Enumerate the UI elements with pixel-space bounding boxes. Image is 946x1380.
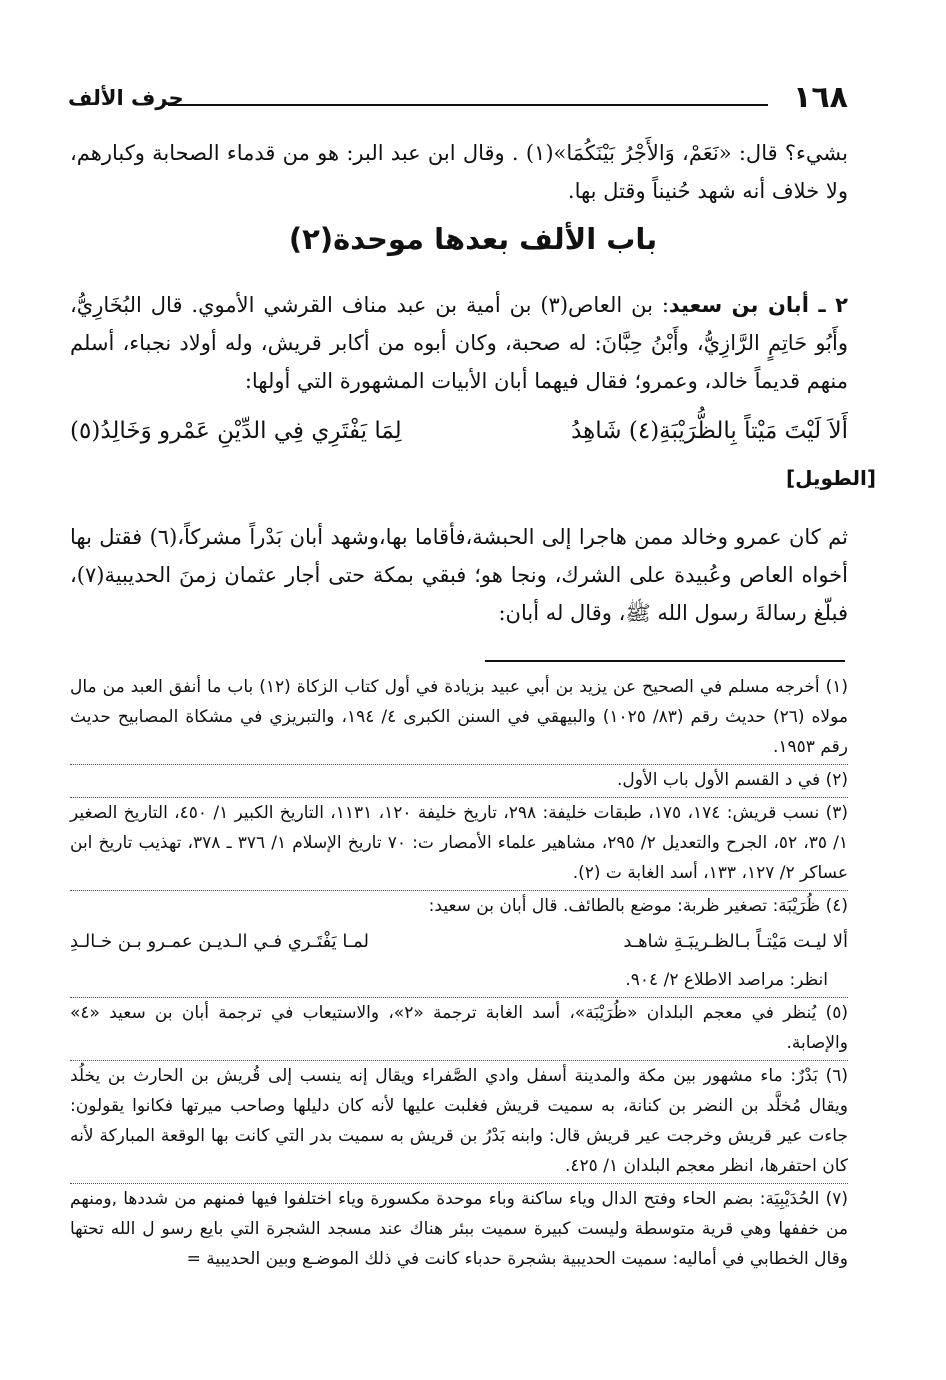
poem-verse — [70, 418, 848, 460]
entry-paragraph — [70, 286, 848, 400]
narrative-paragraph — [70, 518, 848, 632]
footnote-poem — [70, 925, 848, 965]
footnote-rule — [485, 660, 845, 662]
page-header — [68, 78, 848, 118]
footnote-6: (٦) بَدْرٌ: ماء مشهور بين مكة والمدينة أسفل وادي الصَّفراء ويقال إنه ينسب إلى قُريش بن الحارث بن يخلُد ويقال مُخلَّد بن النضر بن كنانة، به سميت قريش فغلبت عليها لأنه كان دليلها وصاحب ميرتها فكانوا يقولون: جاءت عير قريش وخرجت عير قريش قال: وابنه بَدْرُ بن قريش به سميت بدر التي كانت بها الوقعة المباركة لأنه كان احتفرها، انظر معجم البلدان ١/ ٤٢٥. — [70, 1066, 848, 1176]
entry-label: ٢ ـ أبان بن سعيد — [668, 293, 848, 317]
paragraph-text: بشيء؟ قال: «نَعَمْ، وَالأَجْرُ بَيْنَكُمَا»(١) . وقال ابن عبد البر: هو من قدماء الصحابة وكبارهم، ولا خلاف أنه شهد حُنيناً وقتل بها. — [70, 141, 848, 203]
running-head: حرف الألف — [68, 86, 184, 110]
footnote-poem-second: لمـا يَفْتَـري فـي الـديـن عمـرو بـن خـالـدِ — [70, 931, 370, 952]
entry-text — [70, 286, 848, 400]
footnote-2: (٢) في د القسم الأول باب الأول. — [617, 770, 848, 790]
entry-body: : بن العاص(٣) بن أمية بن عبد مناف القرشي الأموي. قال البُخَارِيُّ، وأَبُو حَاتِمٍ الرَّازِيُّ، وأَبْنُ حِبَّانَ: له صحبة، وكان أبوه من أكابر قريش، وله أولاد نجباء، أسلم منهم قديماً خالد، وعمرو؛ فقال فيهما أبان الأبيات المشهورة التي أولها: — [70, 293, 848, 393]
poem-meter: [الطويل] — [785, 466, 876, 490]
footnote-3: (٣) نسب قريش: ١٧٤، ١٧٥، طبقات خليفة: ٢٩٨، تاريخ خليفة ١٢٠، ١١٣١، التاريخ الكبير ١/ ٤٥٠، التاريخ الصغير ١/ ٣٥، ٥٢، الجرح والتعديل ٢/ ٢٩٥، مشاهير علماء الأمصار ت: ٧٠ تاريخ الإسلام ١/ ٣٧٦ ـ ٣٧٨، تهذيب تاريخ ابن عساكر ٢/ ١٢٧، ١٣٣، أسد الغابة ت (٢). — [70, 803, 849, 883]
page-number: ١٦٨ — [793, 80, 848, 115]
footnote-1: (١) أخرجه مسلم في الصحيح عن يزيد بن أبي عبيد بزيادة في أول كتاب الزكاة (١٢) باب ما أنفق العبد من مال مولاه (٢٦) حديث رقم (٨٣/ ١٠٢٥) والبيهقي في السنن الكبرى ٤/ ١٩٤، والتبريزي في مشكاة المصابيح حديث رقم ١٩٥٣. — [70, 677, 849, 757]
chapter-heading: باب الألف بعدها موحدة(٢) — [288, 222, 658, 256]
footnote-poem-first: ألا ليـت مَيْتـاً بـالظـريبَـةِ شاهـد — [623, 931, 848, 952]
poem-second-hemistich: لِمَا يَفْتَرِي فِي الدِّيْنِ عَمْرو وَخَالِدُ(٥) — [70, 418, 402, 444]
paragraph-text: ثم كان عمرو وخالد ممن هاجرا إلى الحبشة،فأقاما بها،وشهد أبان بَدْراً مشركاً،(٦) فقتل بها أخواه العاص وعُبيدة على الشرك، ونجا هو؛ فبقي بمكة حتى أجار عثمان زمنَ الحديبية(٧)، فبلّغ رسالةَ رسول الله ﷺ، وقال له أبان: — [70, 525, 849, 625]
footnote-7: (٧) الحُدَيْبِيَة: بضم الحاء وفتح الدال وياء ساكنة وباء موحدة مكسورة وياء اختلفوا فيها فمنهم من شددها ,ومنهم من خففها وهي قرية متوسطة وليست كبيرة سميت ببئر هناك عند مسجد الشجرة التي بايع رسو ل الله تحتها وقال الخطابي في أماليه: سميت الحديبية بشجرة حدباء كانت في ذلك الموضـع وبين الحديبية = — [70, 1189, 848, 1269]
header-rule — [168, 104, 768, 106]
footnotes — [70, 672, 848, 1274]
footnote-4: (٤) ظُرَيْبَة: تصغير ظربة: موضع بالطائف. قال أبان بن سعيد: — [428, 896, 848, 916]
poem-first-hemistich: أَلاَ لَيْتَ مَيْتاً بِالظُّرَيْبَةِ(٤) شَاهِدُ — [571, 418, 848, 444]
footnote-4-reference: انظر: مراصد الاطلاع ٢/ ٩٠٤. — [625, 970, 828, 990]
footnote-5: (٥) يُنظر في معجم البلدان «ظُرَيْبَة»، أسد الغابة ترجمة «٢»، والاستيعاب في ترجمة أبان بن سعيد «٤» والإصابة. — [70, 1003, 849, 1053]
opening-paragraph — [70, 134, 848, 210]
